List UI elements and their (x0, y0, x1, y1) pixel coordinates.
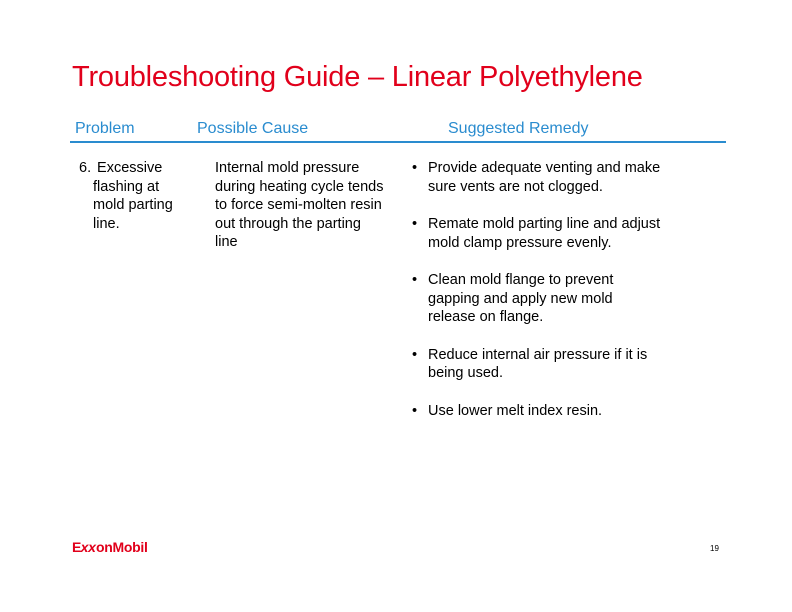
column-header-problem: Problem (75, 120, 135, 137)
bullet-icon: • (412, 346, 418, 363)
remedy-line: sure vents are not clogged. (428, 178, 603, 195)
problem-cell (79, 159, 204, 233)
remedy-line: Remate mold parting line and adjust (428, 216, 661, 232)
column-header-remedy: Suggested Remedy (448, 120, 589, 137)
cause-cell (215, 159, 410, 252)
page-number: 19 (710, 544, 719, 553)
remedy-item (412, 402, 712, 421)
remedy-list (412, 159, 712, 439)
problem-first-line (79, 159, 204, 178)
column-header-cause: Possible Cause (197, 120, 309, 137)
logo-text: E (72, 539, 82, 555)
cause-line: Internal mold pressure (215, 160, 360, 176)
bullet-icon: • (412, 272, 418, 288)
logo-text: onMobil (96, 539, 148, 555)
remedy-line: being used. (428, 365, 503, 381)
remedy-item (412, 271, 712, 327)
remedy-line: mold clamp pressure evenly. (428, 234, 612, 251)
remedy-line: gapping and apply new mold (428, 290, 613, 307)
header-divider (70, 141, 726, 143)
remedy-line: Use lower melt index resin. (428, 402, 603, 419)
problem-line: flashing at (93, 178, 160, 195)
exxonmobil-logo (72, 539, 148, 555)
remedy-line: Provide adequate venting and make (428, 160, 661, 176)
bullet-icon: • (412, 216, 418, 232)
cause-line: to force semi-molten resin (215, 197, 382, 213)
problem-line: mold parting (93, 197, 173, 213)
cause-line: line (215, 234, 238, 250)
bullet-icon: • (412, 160, 418, 176)
bullet-icon: • (412, 402, 418, 419)
page-title: Troubleshooting Guide – Linear Polyethylene (72, 61, 643, 93)
problem-line: line. (93, 215, 120, 232)
cause-line: out through the parting (215, 215, 361, 232)
remedy-line: Clean mold flange to prevent (428, 272, 614, 288)
remedy-item (412, 215, 712, 252)
remedy-item (412, 346, 712, 383)
problem-number: 6. (79, 160, 92, 176)
remedy-line: Reduce internal air pressure if it is (428, 346, 648, 363)
problem-line: Excessive (97, 160, 163, 176)
cause-line: during heating cycle tends (215, 178, 384, 195)
remedy-line: release on flange. (428, 309, 544, 325)
remedy-item (412, 159, 712, 196)
logo-text: xx (79, 539, 98, 555)
